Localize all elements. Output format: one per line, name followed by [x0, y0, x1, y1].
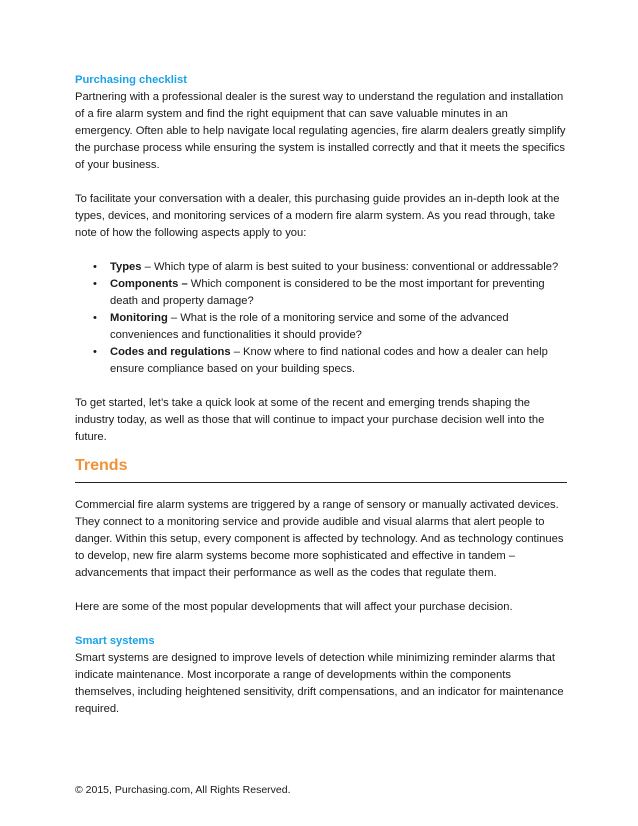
- list-item: [75, 344, 567, 378]
- bullet-term: Codes and regulations: [110, 346, 231, 358]
- bullet-term: Monitoring: [110, 312, 168, 324]
- list-item: [75, 259, 567, 276]
- list-item: [75, 276, 567, 310]
- bullet-text: Which component is considered to be the most important for preventing death and property damage?: [110, 278, 545, 307]
- bullet-icon: •: [93, 346, 97, 358]
- document-body: [75, 72, 567, 718]
- list-item: [75, 310, 567, 344]
- smart-systems-paragraph: Smart systems are designed to improve levels of detection while minimizing reminder alarms that indicate maintenance. Most incorporate a range of developments within the components themselves, including heightened sensitivity, drift compensations, and an indicator for maintenance required.: [75, 652, 564, 715]
- purchasing-paragraph-1: Partnering with a professional dealer is the surest way to understand the regulation and installation of a fire alarm system and find the right equipment that can save valuable minutes in an emergency. Often able to help navigate local regulating agencies, fire alarm dealers greatly simplify the purchase process while ensuring the system is installed correctly and that it meets the specifics of your business.: [75, 91, 566, 171]
- bullet-icon: •: [93, 278, 97, 290]
- bullet-text: – Which type of alarm is best suited to your business: conventional or addressable?: [141, 261, 559, 273]
- trends-paragraph-1: Commercial fire alarm systems are triggered by a range of sensory or manually activated devices. They connect to a monitoring service and provide audible and visual alarms that alert people to danger. Within this setup, every component is affected by technology. And as technology continues to develop, new fire alarm systems become more sophisticated and effective in tandem – advancements that impact their performance as well as the codes that regulate them.: [75, 499, 564, 579]
- copyright-footer: © 2015, Purchasing.com, All Rights Reserved.: [75, 784, 291, 796]
- aspects-list: [75, 259, 567, 378]
- purchasing-paragraph-2: To facilitate your conversation with a dealer, this purchasing guide provides an in-depth look at the types, devices, and monitoring services of a modern fire alarm system. As you read through, take note of how the following aspects apply to you:: [75, 193, 560, 239]
- trends-heading: Trends: [75, 456, 567, 483]
- trends-paragraph-2: Here are some of the most popular developments that will affect your purchase decision.: [75, 601, 513, 613]
- smart-systems-heading: Smart systems: [75, 635, 155, 647]
- purchasing-paragraph-3: To get started, let’s take a quick look at some of the recent and emerging trends shaping the industry today, as well as those that will continue to impact your purchase decision well into the future.: [75, 397, 545, 443]
- bullet-text: – Know where to find national codes and how a dealer can help ensure compliance based on your building specs.: [110, 346, 548, 375]
- bullet-term: Types: [110, 261, 142, 273]
- bullet-term: Components –: [110, 278, 188, 290]
- bullet-text: – What is the role of a monitoring service and some of the advanced conveniences and functionalities it should provide?: [110, 312, 509, 341]
- purchasing-checklist-heading: Purchasing checklist: [75, 74, 187, 86]
- bullet-icon: •: [93, 312, 97, 324]
- bullet-icon: •: [93, 261, 97, 273]
